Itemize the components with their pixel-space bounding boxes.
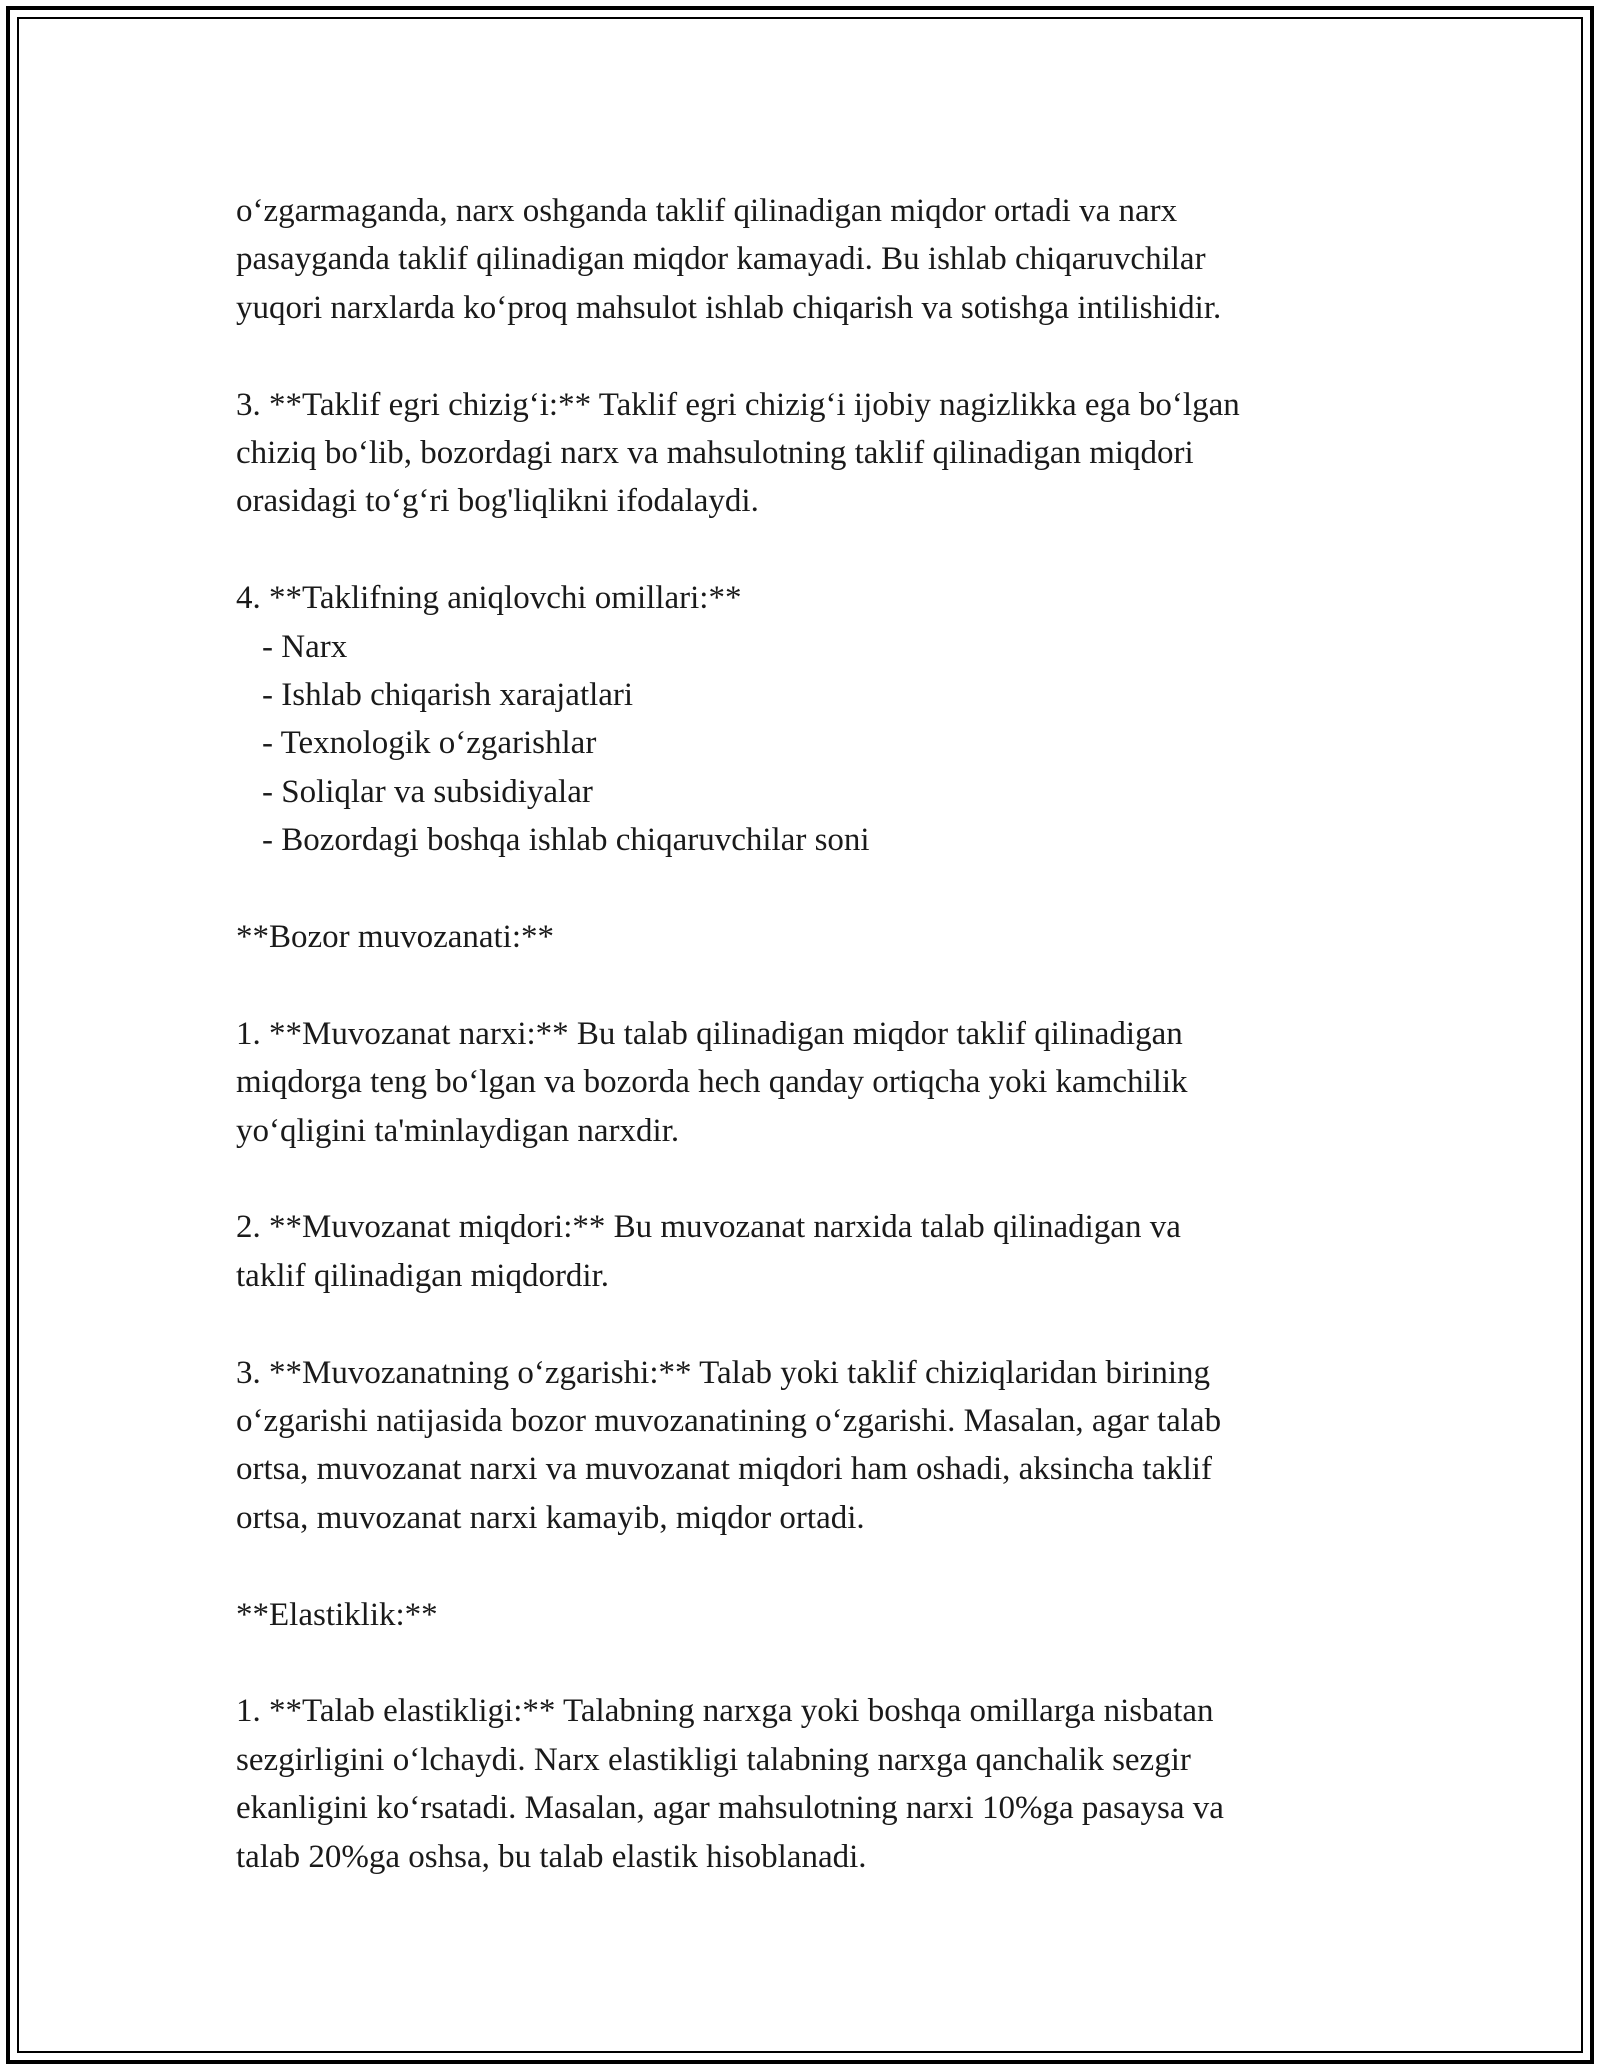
text-line: 1. **Talab elastikligi:** Talabning narxga yoki boshqa omillarga nisbatan	[236, 1693, 1214, 1730]
section-heading-elasticity	[236, 1591, 1426, 1639]
text-line: o‘zgarmaganda, narx oshganda taklif qilinadigan miqdor ortadi va narx	[236, 193, 1178, 229]
supply-factors-list	[236, 574, 1426, 864]
text-line: sezgirligini o‘lchaydi. Narx elastikligi talabning narxga qanchalik sezgir	[236, 1741, 1191, 1778]
text-line: 3. **Taklif egri chizig‘i:** Taklif egri chizig‘i ijobiy nagizlikka ega bo‘lgan	[236, 386, 1240, 423]
text-line: orasidagi to‘g‘ri bog'liqlikni ifodalaydi.	[236, 483, 759, 520]
paragraph-supply-law	[236, 187, 1426, 332]
section-heading-market-equilibrium	[236, 913, 1426, 961]
list-item: - Texnologik o‘zgarishlar	[262, 725, 597, 762]
paragraph-equilibrium-price	[236, 1010, 1426, 1155]
text-line: miqdorga teng bo‘lgan va bozorda hech qanday ortiqcha yoki kamchilik	[236, 1064, 1188, 1101]
paragraph-equilibrium-change	[236, 1349, 1426, 1543]
text-line: pasayganda taklif qilinadigan miqdor kamayadi. Bu ishlab chiqaruvchilar	[236, 241, 1206, 278]
text-line: yo‘qligini ta'minlaydigan narxdir.	[236, 1112, 680, 1149]
paragraph-equilibrium-quantity	[236, 1203, 1426, 1300]
text-line: yuqori narxlarda ko‘proq mahsulot ishlab chiqarish va sotishga intilishidir.	[236, 289, 1222, 326]
heading-text: **Elastiklik:**	[236, 1596, 438, 1633]
paragraph-demand-elasticity	[236, 1687, 1426, 1881]
text-line: o‘zgarishi natijasida bozor muvozanatining o‘zgarishi. Masalan, agar talab	[236, 1403, 1222, 1440]
list-heading: 4. **Taklifning aniqlovchi omillari:**	[236, 580, 742, 617]
text-line: ortsa, muvozanat narxi va muvozanat miqdori ham oshadi, aksincha taklif	[236, 1451, 1212, 1488]
document-body	[236, 187, 1426, 1929]
list-item: - Ishlab chiqarish xarajatlari	[262, 677, 634, 714]
text-line: ortsa, muvozanat narxi kamayib, miqdor ortadi.	[236, 1499, 865, 1536]
text-line: 3. **Muvozanatning o‘zgarishi:** Talab yoki taklif chiziqlaridan birining	[236, 1354, 1211, 1391]
text-line: ekanligini ko‘rsatadi. Masalan, agar mahsulotning narxi 10%ga pasaysa va	[236, 1790, 1224, 1827]
paragraph-supply-curve	[236, 381, 1426, 526]
heading-text: **Bozor muvozanati:**	[236, 919, 555, 956]
list-item: - Bozordagi boshqa ishlab chiqaruvchilar soni	[262, 822, 870, 859]
text-line: chiziq bo‘lib, bozordagi narx va mahsulotning taklif qilinadigan miqdori	[236, 435, 1194, 472]
text-line: taklif qilinadigan miqdordir.	[236, 1257, 610, 1294]
text-line: 1. **Muvozanat narxi:** Bu talab qilinadigan miqdor taklif qilinadigan	[236, 1015, 1183, 1052]
list-item: - Narx	[262, 628, 348, 665]
text-line: talab 20%ga oshsa, bu talab elastik hisoblanadi.	[236, 1838, 867, 1875]
text-line: 2. **Muvozanat miqdori:** Bu muvozanat narxida talab qilinadigan va	[236, 1209, 1181, 1246]
list-item: - Soliqlar va subsidiyalar	[262, 773, 593, 810]
